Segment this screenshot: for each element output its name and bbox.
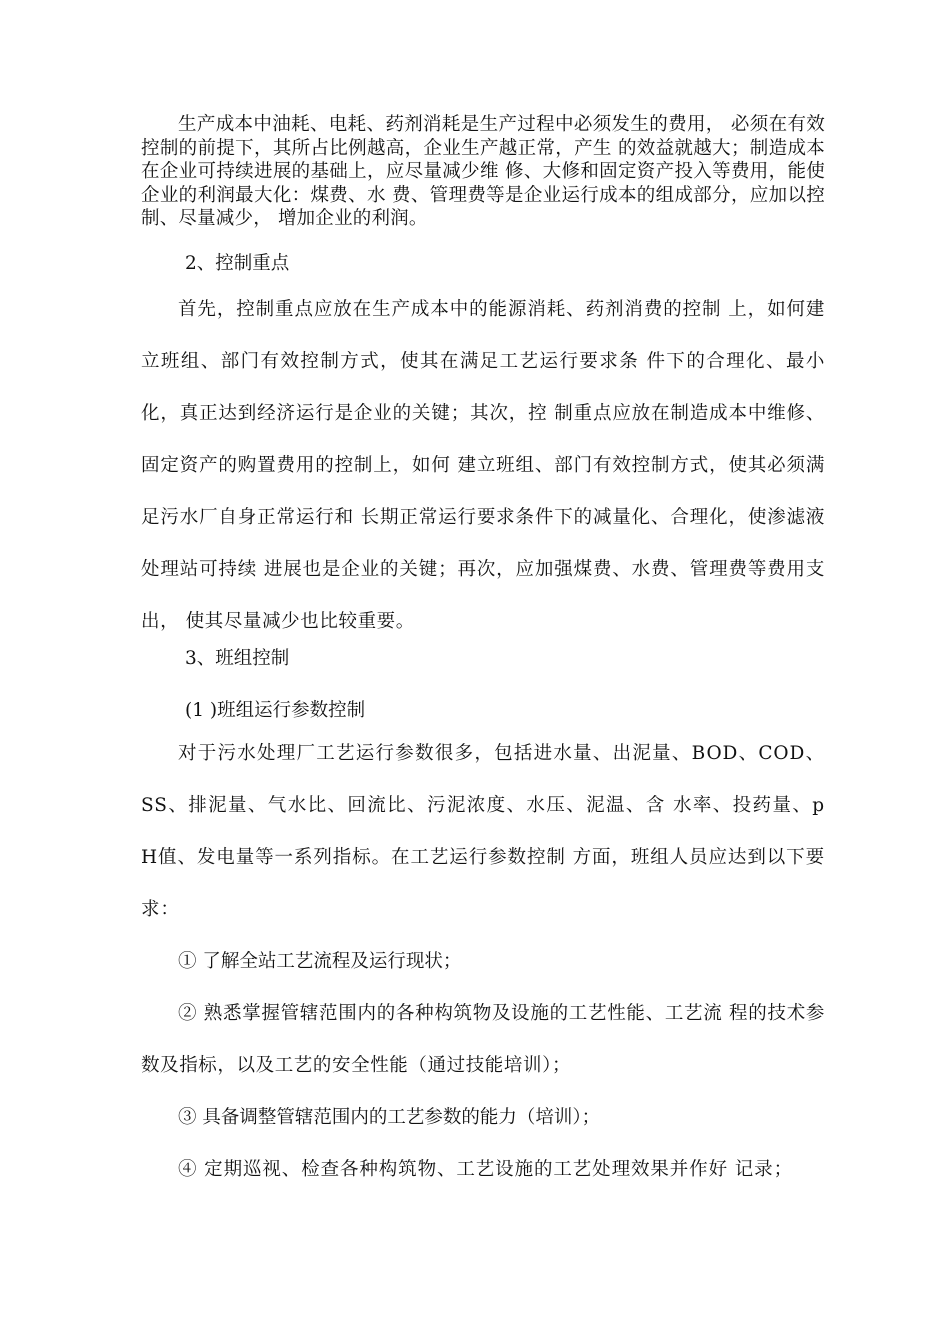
requirement-item-4: ④ 定期巡视、检查各种构筑物、工艺设施的工艺处理效果并作好 记录； (178, 1159, 793, 1180)
requirement-item-1: ① 了解全站工艺流程及运行现状； (178, 951, 462, 972)
subsection-heading-team-params: (1 )班组运行参数控制 (185, 700, 366, 721)
section-heading-team-control: 3、班组控制 (185, 648, 290, 669)
control-focus-paragraph: 首先，控制重点应放在生产成本中的能源消耗、药剂消费的控制 上，如何建立班组、部门有效控制方式，使其在满足工艺运行要求条 件下的合理化、最小化，真正达到经济运行是企业的关键；其次，控 制重点应放在制造成本中维修、固定资产的购置费用的控制上，如何 建立班组、部门有效控制方式，使其必须满足污水厂自身正常运行和 长期正常运行要求条件下的减量化、合理化，使渗滤液处理站可持续 进展也是企业的关键；再次，应加强煤费、水费、管理费等费用支出， 使其尽量减少也比较重要。 (141, 299, 825, 632)
requirement-item-3: ③ 具备调整管辖范围内的工艺参数的能力（培训）； (178, 1107, 601, 1128)
section-heading-control-focus: 2、控制重点 (185, 253, 290, 274)
params-paragraph: 对于污水处理厂工艺运行参数很多，包括进水量、出泥量、BOD、COD、SS、排泥量、气水比、回流比、污泥浓度、水压、泥温、含 水率、投药量、pH值、发电量等一系列指标。在工艺运行参数控制 方面，班组人员应达到以下要求： (141, 743, 825, 920)
intro-paragraph: 生产成本中油耗、电耗、药剂消耗是生产过程中必须发生的费用， 必须在有效控制的前提下，其所占比例越高，企业生产越正常，产生 的效益就越大；制造成本在企业可持续进展的基础上，应尽量减少维 修、大修和固定资产投入等费用，能使企业的利润最大化：煤费、水 费、管理费等是企业运行成本的组成部分，应加以控制、尽量减少， 增加企业的利润。 (141, 114, 825, 229)
requirement-item-2: ② 熟悉掌握管辖范围内的各种构筑物及设施的工艺性能、工艺流 程的技术参数及指标，以及工艺的安全性能（通过技能培训）； (141, 1003, 825, 1076)
